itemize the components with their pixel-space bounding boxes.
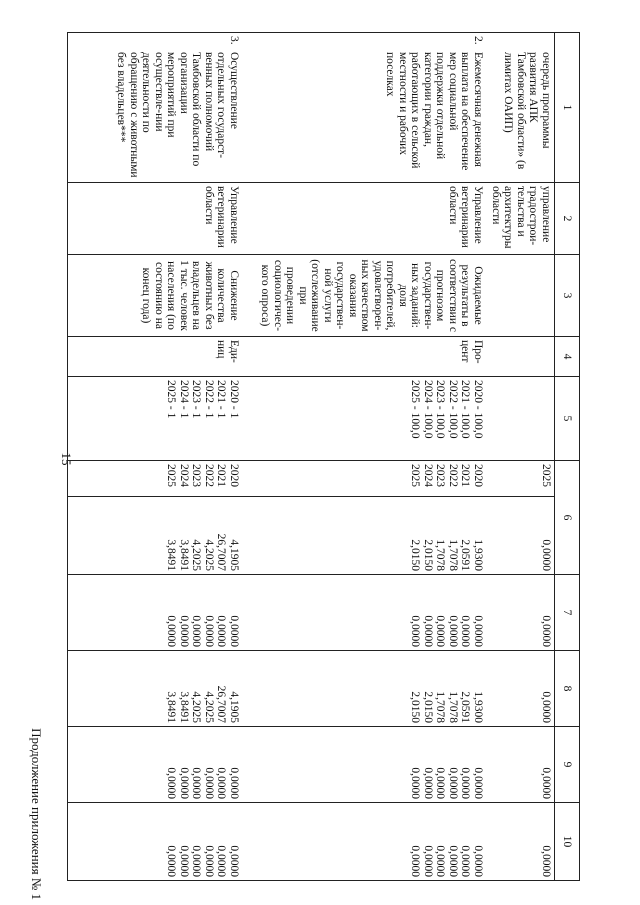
row1-c8-line: 2,0591 [459,691,472,723]
table-row [486,33,555,881]
row1-number: 2. [472,36,484,45]
row0-executor: управление градострои-тельства и архитектуры области [486,183,555,255]
colnum-8: 8 [555,651,580,727]
row2-c9 [68,727,243,803]
row1-c7 [242,575,486,651]
row0-c10: 0,0000 [486,803,555,881]
row2-targets [68,377,243,461]
row1-c8-line: 2,0150 [422,691,434,723]
row1-years-line: 2021 [459,464,472,487]
row2-executor: Управление ветеринарии области [68,183,243,255]
colnum-4: 4 [555,337,580,377]
row2-c10-line: 0,0000 [190,845,203,877]
row1-total-line: 2,0591 [459,539,472,571]
colnum-7: 7 [555,575,580,651]
program-table [67,32,580,881]
row1-c9 [242,727,486,803]
row2-targets-line: 2020 - 1 [228,380,240,419]
page-number: 15 [59,452,74,466]
row1-c10 [242,803,486,881]
row2-c9-line: 0,0000 [190,767,203,799]
row2-total [68,497,243,575]
row2-c10-line: 0,0000 [203,845,215,877]
row1-years-line: 2024 [422,464,434,487]
row1-c9-line: 0,0000 [447,767,459,799]
row1-targets-line: 2021 - 100,0 [459,380,472,439]
colnum-1: 1 [555,33,580,183]
row0-total: 0,0000 [486,497,555,575]
row1-c8-line: 1,7078 [447,691,459,723]
row2-c7-line: 0,0000 [203,615,215,647]
row2-c8-line: 4,2025 [203,691,215,723]
row2-targets-line: 2021 - 1 [215,380,228,419]
row2-c7-line: 0,0000 [228,615,240,647]
row2-total-line: 4,1905 [228,539,240,571]
row1-c10-line: 0,0000 [422,845,434,877]
row1-c7-line: 0,0000 [447,615,459,647]
row2-c10-line: 0,0000 [178,845,190,877]
row0-name: очередь программы развития АПК Тамбовской области» (в лимитах ОАИП) [502,52,552,170]
row2-c10-line: 0,0000 [215,845,228,877]
row1-targets [242,377,486,461]
row1-targets-line: 2024 - 100,0 [422,380,434,439]
row2-c9-line: 0,0000 [228,767,240,799]
row1-c7-line: 0,0000 [472,615,484,647]
row1-c8 [242,651,486,727]
row1-indicator: Ожидаемые результаты в соответствии с прогнозом государствен-ных заданий: доля потребителей, удовлетворен-ных качеством оказания государствен-ной услуги (отслеживание при проведении социологичес-кого опроса) [242,255,486,337]
row1-total [242,497,486,575]
row2-total-line: 4,2025 [190,539,203,571]
row2-targets-line: 2024 - 1 [178,380,190,419]
row0-c8: 0,0000 [486,651,555,727]
row1-total-line: 2,0150 [409,539,422,571]
row0-c9: 0,0000 [486,727,555,803]
row1-total-line: 1,7078 [447,539,459,571]
row2-total-line: 26,7007 [215,533,228,571]
row2-c7 [68,575,243,651]
row1-total-line: 1,7078 [434,539,447,571]
row2-c8-line: 4,2025 [190,691,203,723]
colnum-6: 6 [555,461,580,575]
row2-indicator: Снижение количества животных без владельцев на 1 тыс. человек населения (по состоянию на конец года) [68,255,243,337]
row1-c7-line: 0,0000 [434,615,447,647]
row2-c8-line: 26,7007 [215,685,228,723]
row1-c9-line: 0,0000 [422,767,434,799]
row2-years-line: 2020 [228,464,240,487]
row2-name: Осуществление отдельных государст-венных полномочий Тамбовской области по организации мероприятий при осуществле-нии деятельности по обращению с животными без владельцев*** [115,52,240,178]
row1-total-line: 2,0150 [422,539,434,571]
row2-total-line: 3,8491 [178,539,190,571]
row1-years [242,461,486,497]
row2-years-line: 2024 [178,464,190,487]
row2-years [68,461,243,497]
row2-c7-line: 0,0000 [215,615,228,647]
row1-c9-line: 0,0000 [459,767,472,799]
table-row [68,33,243,881]
row1-total-line: 1,9300 [472,539,484,571]
row2-unit: Еди-ниц [68,337,243,377]
row1-targets-line: 2020 - 100,0 [472,380,484,439]
row2-c9-line: 0,0000 [165,767,178,799]
row1-c10-line: 0,0000 [409,845,422,877]
row2-years-line: 2025 [165,464,178,487]
row2-c10-line: 0,0000 [165,845,178,877]
row2-years-line: 2023 [190,464,203,487]
row2-c7-line: 0,0000 [178,615,190,647]
row0-year: 2025 [486,461,555,497]
row1-c9-line: 0,0000 [409,767,422,799]
row2-c7-line: 0,0000 [165,615,178,647]
table-row [242,33,486,881]
row2-c9-line: 0,0000 [215,767,228,799]
row1-c8-line: 2,0150 [409,691,422,723]
row1-c10-line: 0,0000 [459,845,472,877]
row2-c10 [68,803,243,881]
row2-years-line: 2022 [203,464,215,487]
row2-years-line: 2021 [215,464,228,487]
row1-targets-line: 2023 - 100,0 [434,380,447,439]
row2-c9-line: 0,0000 [203,767,215,799]
row1-c7-line: 0,0000 [422,615,434,647]
row1-targets-line: 2025 - 100,0 [409,380,422,439]
colnum-9: 9 [555,727,580,803]
row2-c7-line: 0,0000 [190,615,203,647]
row2-targets-line: 2025 - 1 [165,380,178,419]
colnum-5: 5 [555,377,580,461]
continuation-note: Продолжение приложения № 1 [29,728,44,900]
row1-c9-line: 0,0000 [472,767,484,799]
row2-c9-line: 0,0000 [178,767,190,799]
row1-years-line: 2023 [434,464,447,487]
row1-c7-line: 0,0000 [459,615,472,647]
row1-unit: Про-цент [242,337,486,377]
row1-c8-line: 1,7078 [434,691,447,723]
row2-targets-line: 2023 - 1 [190,380,203,419]
row1-c7-line: 0,0000 [409,615,422,647]
row1-executor: Управление ветеринарии области [242,183,486,255]
colnum-3: 3 [555,255,580,337]
row1-targets-line: 2022 - 100,0 [447,380,459,439]
row2-c8 [68,651,243,727]
row1-c9-line: 0,0000 [434,767,447,799]
row1-years-line: 2020 [472,464,484,487]
colnum-10: 10 [555,803,580,881]
row1-c10-line: 0,0000 [447,845,459,877]
row1-years-line: 2025 [409,464,422,487]
row2-c8-line: 3,8491 [178,691,190,723]
row2-c8-line: 3,8491 [165,691,178,723]
row2-c10-line: 0,0000 [228,845,240,877]
row2-c8-line: 4,1905 [228,691,240,723]
row2-total-line: 4,2025 [203,539,215,571]
column-number-row [555,33,580,881]
row1-name: Ежемесячная денежная выплата на обеспечение мер социальной поддержки отдельной категории граждан, работающих в сельской местности и рабочих поселках [384,52,484,171]
row1-years-line: 2022 [447,464,459,487]
row1-c10-line: 0,0000 [472,845,484,877]
row2-number: 3. [228,36,240,45]
row2-targets-line: 2022 - 1 [203,380,215,419]
row1-c8-line: 1,9300 [472,691,484,723]
row1-c10-line: 0,0000 [434,845,447,877]
colnum-2: 2 [555,183,580,255]
row2-total-line: 3,8491 [165,539,178,571]
row0-c7: 0,0000 [486,575,555,651]
